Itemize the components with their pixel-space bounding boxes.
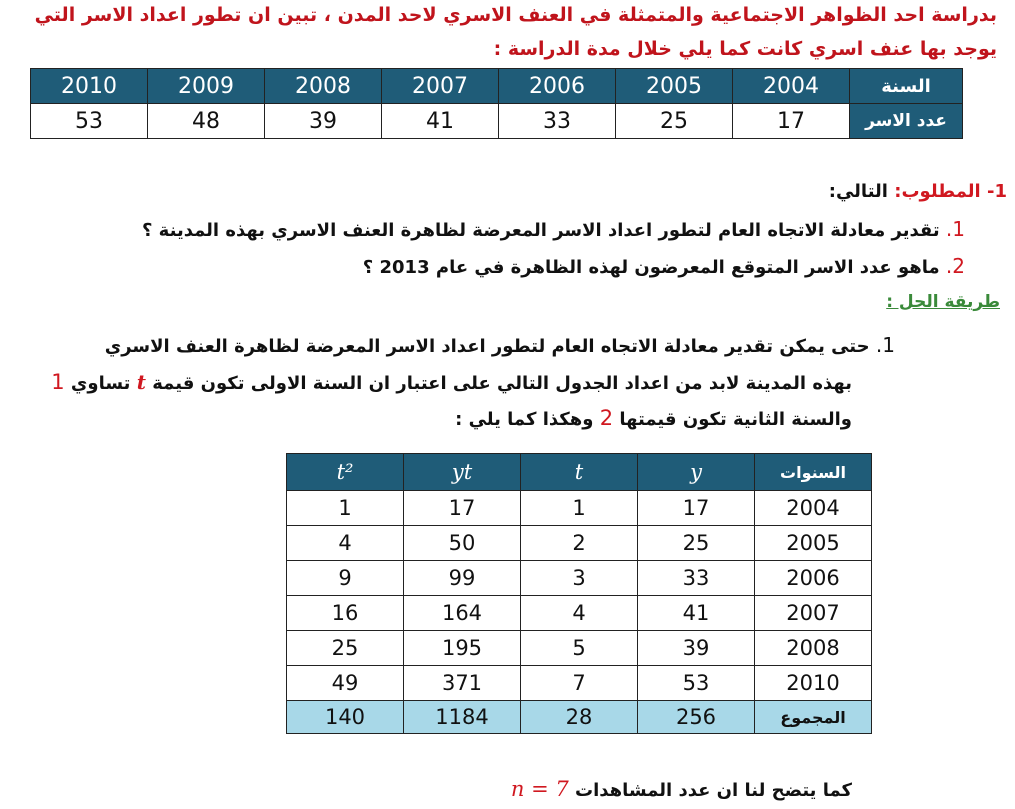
item-number: 2. (945, 254, 965, 278)
cell-yt: 50 (404, 526, 521, 561)
cell-year: 2005 (755, 526, 872, 561)
equals-word: تساوي (70, 373, 131, 394)
cell-t2: 25 (287, 631, 404, 666)
year-cell: 2006 (499, 69, 616, 104)
total-label: المجموع (755, 701, 872, 734)
calc-header-row (287, 454, 872, 491)
header-yt: yt (404, 454, 521, 491)
cell-t: 2 (521, 526, 638, 561)
header-t-squared: t² (287, 454, 404, 491)
required-item-1 (142, 217, 965, 241)
calc-row (287, 561, 872, 596)
required-item-2 (363, 254, 965, 278)
cell-yt: 195 (404, 631, 521, 666)
solution-number: 1. (875, 333, 895, 357)
solution-text-3: والسنة الثانية تكون قيمتها (619, 409, 852, 430)
solution-text-2: بهذه المدينة لابد من اعداد الجدول التالي على اعتبار ان السنة الاولى تكون قيمة (152, 373, 852, 394)
solution-line-2 (51, 370, 852, 394)
year-row (31, 69, 963, 104)
cell-year: 2007 (755, 596, 872, 631)
intro-line-2: يوجد بها عنف اسري كانت كما يلي خلال مدة الدراسة : (493, 38, 997, 60)
cell-y: 33 (638, 561, 755, 596)
cell-t2: 16 (287, 596, 404, 631)
total-yt: 1184 (404, 701, 521, 734)
cell-year: 2010 (755, 666, 872, 701)
family-count-table (30, 68, 963, 139)
calculation-table (286, 453, 872, 734)
calc-row (287, 526, 872, 561)
cell-year: 2006 (755, 561, 872, 596)
required-label: المطلوب: (894, 181, 981, 202)
year-cell: 2005 (616, 69, 733, 104)
calc-row (287, 631, 872, 666)
required-suffix: التالي: (828, 181, 888, 202)
solution-title: طريقة الحل : (886, 292, 1000, 312)
solution-line-3 (455, 406, 852, 430)
count-cell: 17 (733, 104, 850, 139)
calc-total-row (287, 701, 872, 734)
calc-row (287, 666, 872, 701)
required-marker: 1- (986, 181, 1007, 202)
cell-t2: 9 (287, 561, 404, 596)
cell-yt: 164 (404, 596, 521, 631)
cell-year: 2008 (755, 631, 872, 666)
cell-y: 53 (638, 666, 755, 701)
total-t: 28 (521, 701, 638, 734)
header-y: y (638, 454, 755, 491)
intro-line-1: بدراسة احد الظواهر الاجتماعية والمتمثلة في العنف الاسري لاحد المدن ، تبين ان تطور اعداد الاسر التي (34, 4, 997, 26)
year-cell: 2010 (31, 69, 148, 104)
cell-y: 25 (638, 526, 755, 561)
total-t2: 140 (287, 701, 404, 734)
item-text: تقدير معادلة الاتجاه العام لتطور اعداد الاسر المعرضة لظاهرة العنف الاسري بهذه المدينة ؟ (141, 220, 940, 241)
year-cell: 2008 (265, 69, 382, 104)
count-cell: 25 (616, 104, 733, 139)
cell-t2: 4 (287, 526, 404, 561)
footer-text: كما يتضح لنا ان عدد المشاهدات (575, 780, 852, 801)
observations-equation: n = 7 (510, 777, 569, 801)
solution-text-3b: وهكذا كما يلي : (455, 409, 594, 430)
count-header: عدد الاسر (850, 104, 963, 139)
cell-t: 3 (521, 561, 638, 596)
footer-line (511, 777, 852, 801)
cell-year: 2004 (755, 491, 872, 526)
required-heading (829, 181, 1007, 202)
count-cell: 48 (148, 104, 265, 139)
count-cell: 53 (31, 104, 148, 139)
cell-t: 1 (521, 491, 638, 526)
cell-t2: 49 (287, 666, 404, 701)
total-y: 256 (638, 701, 755, 734)
calc-row (287, 491, 872, 526)
count-cell: 39 (265, 104, 382, 139)
cell-t: 4 (521, 596, 638, 631)
cell-y: 41 (638, 596, 755, 631)
cell-yt: 17 (404, 491, 521, 526)
year-cell: 2007 (382, 69, 499, 104)
cell-yt: 371 (404, 666, 521, 701)
year-cell: 2004 (733, 69, 850, 104)
cell-y: 39 (638, 631, 755, 666)
year-cell: 2009 (148, 69, 265, 104)
solution-text-1: حتى يمكن تقدير معادلة الاتجاه العام لتطور اعداد الاسر المعرضة لظاهرة العنف الاسري (104, 336, 870, 357)
header-t: t (521, 454, 638, 491)
cell-y: 17 (638, 491, 755, 526)
year-header: السنة (850, 69, 963, 104)
variable-t: t (136, 370, 146, 394)
value-two: 2 (599, 406, 614, 430)
value-one: 1 (51, 370, 65, 394)
cell-t2: 1 (287, 491, 404, 526)
item-number: 1. (945, 217, 965, 241)
calc-row (287, 596, 872, 631)
cell-t: 7 (521, 666, 638, 701)
count-cell: 33 (499, 104, 616, 139)
item-text: ماهو عدد الاسر المتوقع المعرضون لهذه الظاهرة في عام 2013 ؟ (362, 257, 940, 278)
header-years: السنوات (755, 454, 872, 491)
count-cell: 41 (382, 104, 499, 139)
cell-t: 5 (521, 631, 638, 666)
solution-line-1 (105, 333, 895, 357)
count-row (31, 104, 963, 139)
cell-yt: 99 (404, 561, 521, 596)
